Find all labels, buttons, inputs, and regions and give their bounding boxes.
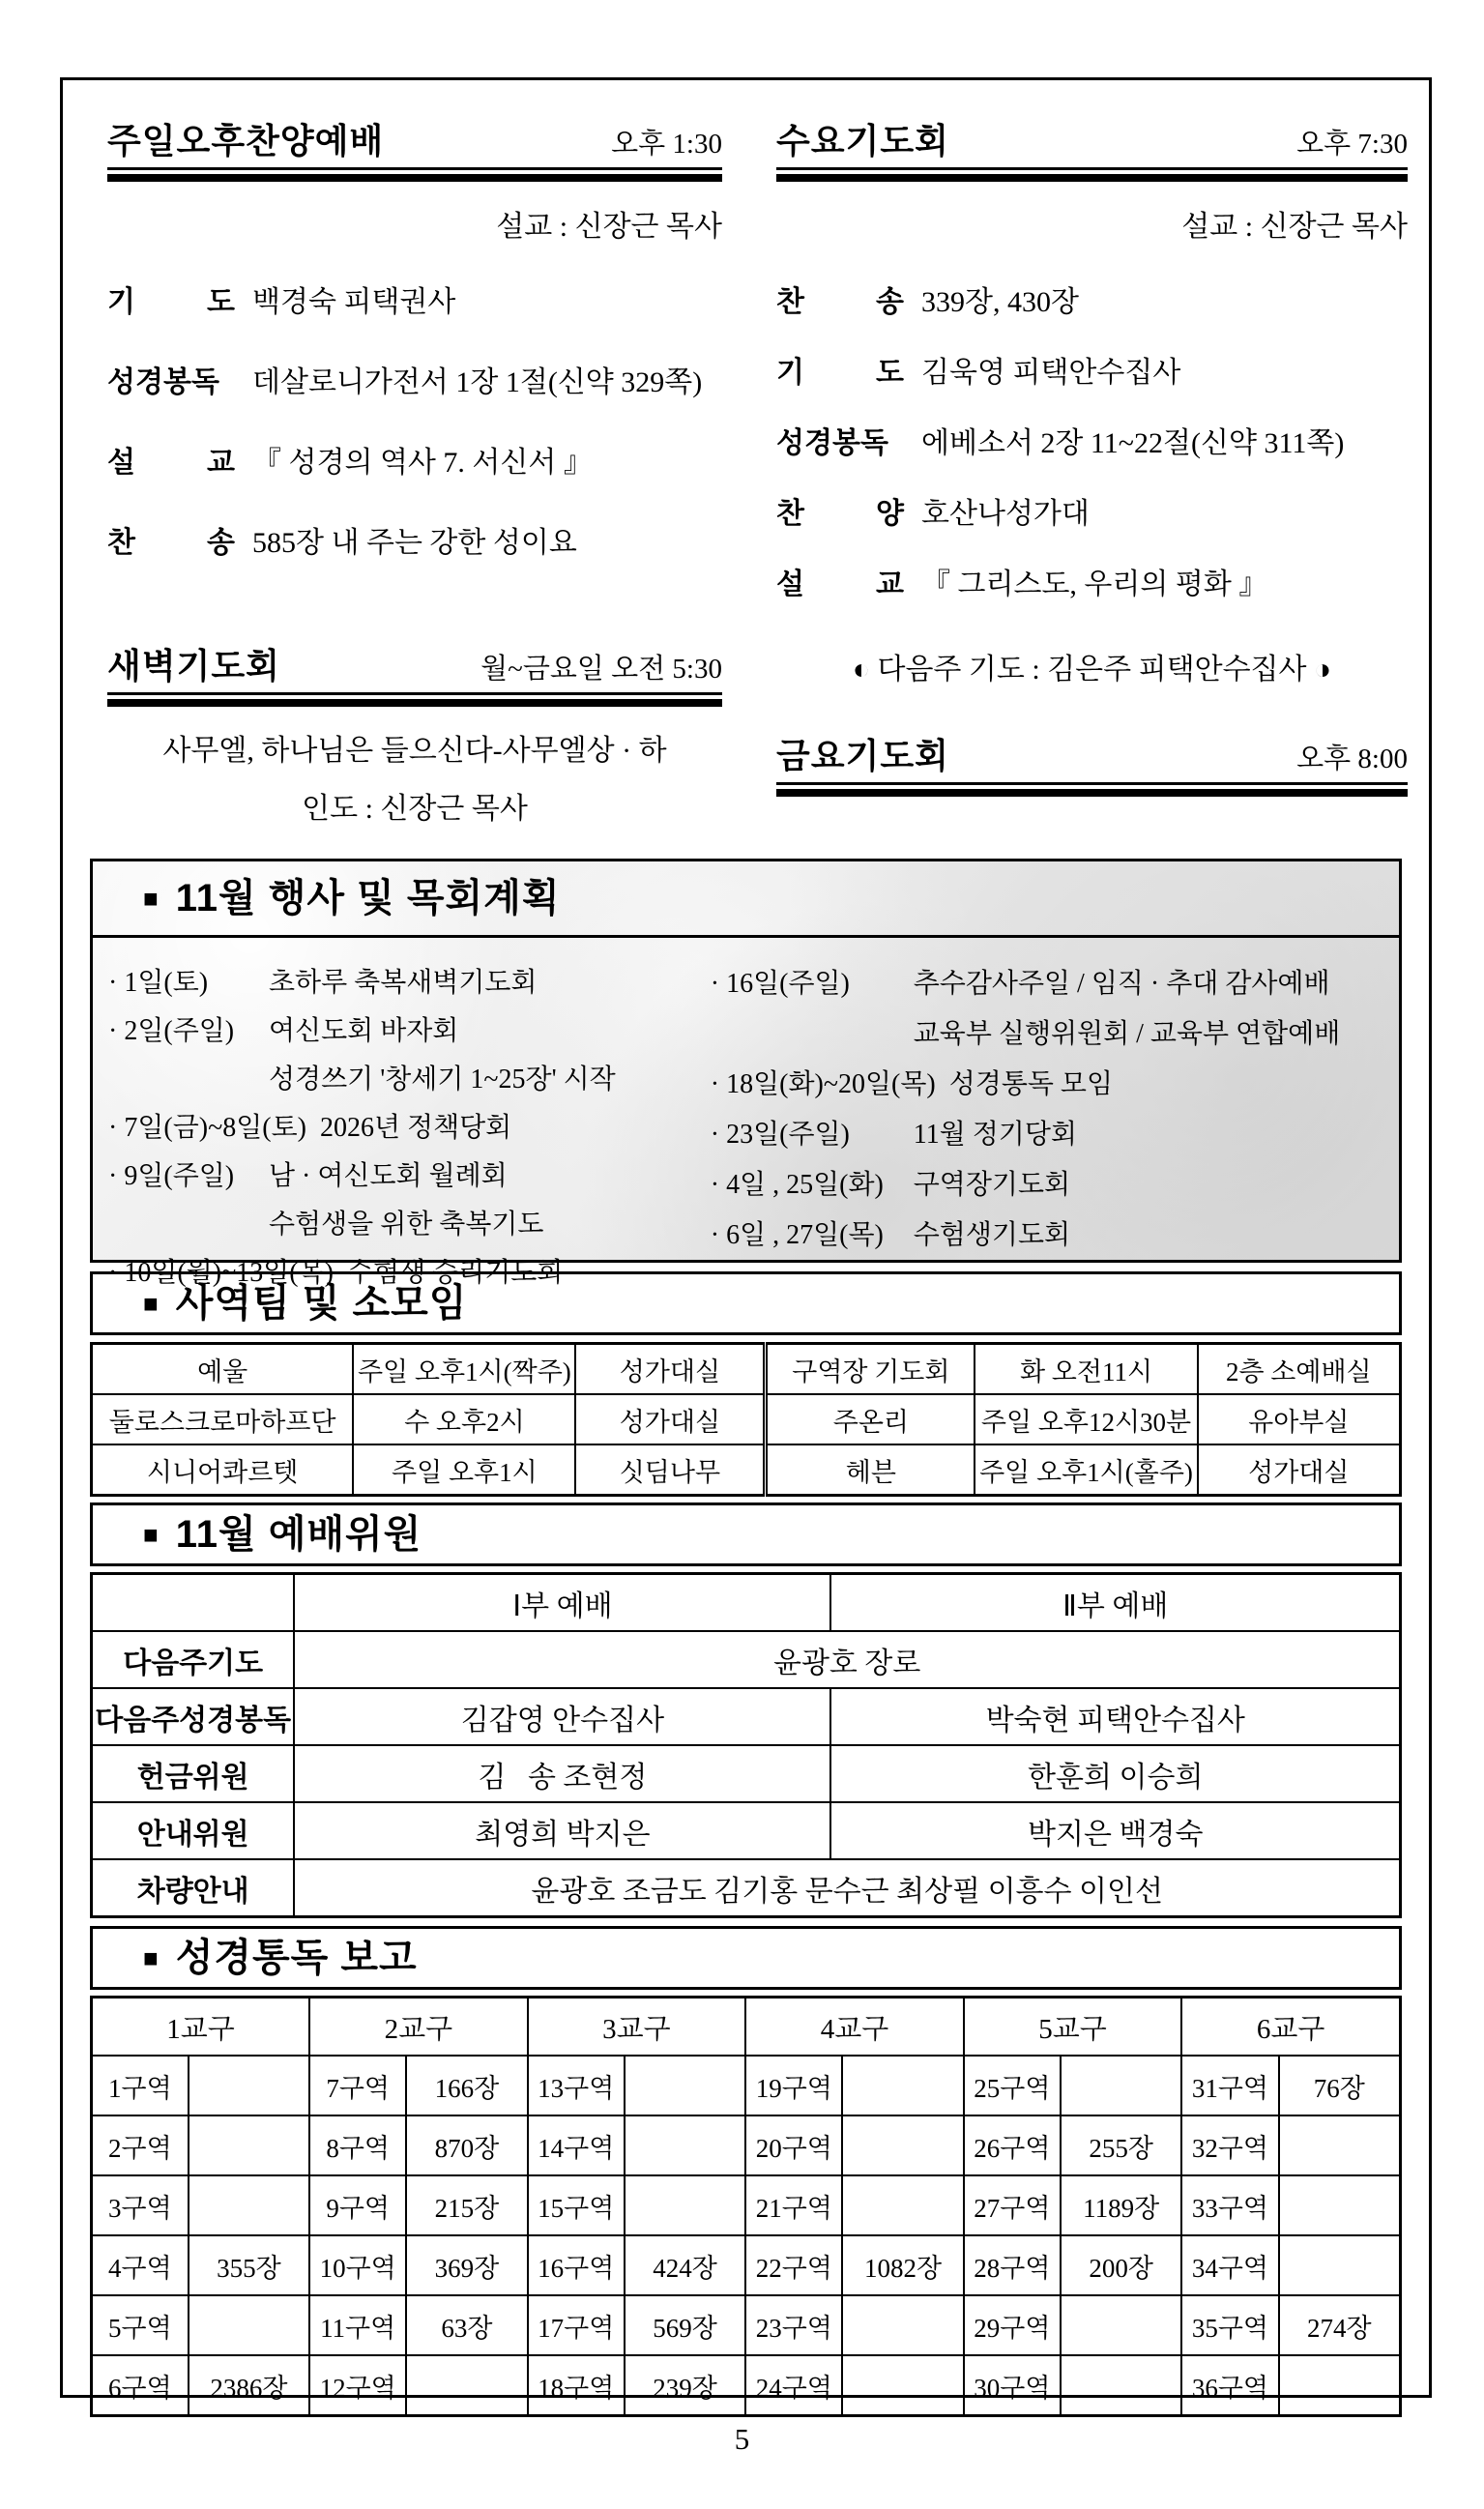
committee-value-1: 최영희 박지은: [294, 1802, 830, 1859]
november-events-box: [90, 859, 1402, 1288]
count-cell: [842, 2355, 963, 2416]
table-row: [92, 1998, 1401, 2057]
service-row-label: 기 도: [776, 357, 904, 389]
count-cell: [189, 2295, 309, 2355]
service-row-label: 찬 양: [776, 498, 904, 530]
count-cell: [406, 2355, 527, 2416]
district-header: 5교구: [964, 1998, 1182, 2057]
count-cell: 63장: [406, 2295, 527, 2355]
service-row-value: 백경숙 피택권사: [252, 286, 456, 318]
count-cell: [842, 2115, 963, 2175]
event-row: [108, 1007, 711, 1056]
service-row: [107, 363, 722, 408]
bulletin-page-border: [60, 77, 1432, 2403]
event-row: [711, 959, 1389, 1009]
dawn-prayer-title: 새벽기도회: [107, 646, 280, 686]
service-row-value: 김욱영 피택안수집사: [921, 357, 1181, 389]
zone-cell: 14구역: [528, 2115, 625, 2175]
zone-cell: 16구역: [528, 2235, 625, 2295]
team-place: 싯딤나무: [575, 1444, 765, 1496]
zone-cell: 25구역: [964, 2056, 1061, 2115]
table-row: [92, 2175, 1401, 2235]
event-date: · 18일(화)~20일(목): [710, 1069, 936, 1099]
double-rule: [107, 167, 722, 182]
event-desc: 여신도회 바자회: [269, 1016, 459, 1046]
count-cell: [1061, 2355, 1181, 2416]
sunday-afternoon-header: [107, 119, 722, 162]
count-cell: 1082장: [842, 2235, 963, 2295]
service-row-label: 설 교: [107, 447, 235, 479]
double-rule: [107, 692, 722, 707]
table-row: [92, 1574, 1401, 1632]
table-row: [92, 2056, 1401, 2115]
service-row-value: 데살로니가전서 1장 1절(신약 329쪽): [252, 366, 703, 398]
service-row: [107, 523, 722, 569]
sunday-afternoon-time: 오후 1:30: [611, 129, 722, 160]
reading-banner: [90, 1926, 1402, 1990]
event-row: [711, 1160, 1389, 1211]
event-desc: 2026년 정책당회: [319, 1113, 512, 1143]
dawn-leader-line: 인도 : 신장근 목사: [302, 793, 528, 825]
event-date: · 4일 , 25일(화): [710, 1170, 884, 1200]
count-cell: [842, 2295, 963, 2355]
team-time: 화 오전11시: [975, 1344, 1197, 1395]
committee-merged-value: 윤광호 조금도 김기홍 문수근 최상필 이흥수 이인선: [294, 1859, 1400, 1917]
team-name: 시니어콰르텟: [92, 1444, 354, 1496]
square-bullet-icon: ■: [143, 1289, 159, 1318]
committee-value-1: 김갑영 안수집사: [294, 1688, 830, 1745]
table-row: [92, 1745, 1401, 1802]
service-row: [776, 353, 1408, 398]
event-date: · 1일(토): [108, 968, 209, 998]
event-desc: 남 · 여신도회 월례회: [269, 1161, 508, 1191]
friday-time: 오후 8:00: [1296, 744, 1408, 774]
count-cell: 2386장: [189, 2355, 309, 2416]
team-name: 둘로스크로마하프단: [92, 1394, 354, 1444]
wednesday-header: [776, 119, 1408, 162]
table-row: [92, 1344, 1401, 1395]
zone-cell: 36구역: [1181, 2355, 1278, 2416]
reading-table-wrap: [90, 1996, 1402, 2417]
table-row: [92, 2355, 1401, 2416]
table-row: [92, 1688, 1401, 1745]
committee-corner-cell: [92, 1574, 295, 1632]
event-date: · 7일(금)~8일(토): [108, 1113, 306, 1143]
zone-cell: 28구역: [964, 2235, 1061, 2295]
event-desc: 11월 정기당회: [913, 1120, 1077, 1150]
event-date: · 2일(주일): [108, 1016, 235, 1046]
service-row-value: 에베소서 2장 11~22절(신약 311쪽): [921, 427, 1345, 459]
event-desc: 수험생 승리기도회: [346, 1258, 564, 1288]
page-number: 5: [734, 2422, 750, 2456]
count-cell: 569장: [625, 2295, 745, 2355]
count-cell: 274장: [1279, 2295, 1401, 2355]
count-cell: [189, 2175, 309, 2235]
wednesday-time: 오후 7:30: [1296, 129, 1408, 160]
event-date: · 23일(주일): [710, 1120, 850, 1150]
event-row: [711, 1060, 1389, 1110]
november-events-body: [93, 938, 1399, 1298]
service-row-label: 성경봉독: [107, 366, 219, 398]
count-cell: 355장: [189, 2235, 309, 2295]
reading-table: [90, 1996, 1402, 2417]
dawn-prayer-header: [107, 644, 722, 687]
zone-cell: 32구역: [1181, 2115, 1278, 2175]
event-desc: 성경통독 모임: [948, 1069, 1114, 1099]
table-row: [92, 1802, 1401, 1859]
friday-title: 금요기도회: [776, 736, 949, 775]
zone-cell: 9구역: [309, 2175, 406, 2235]
count-cell: [842, 2175, 963, 2235]
wednesday-column: [776, 119, 1408, 859]
district-header: 4교구: [745, 1998, 964, 2057]
team-place: 성가대실: [1198, 1444, 1401, 1496]
committee-col2-header: Ⅱ부 예배: [830, 1574, 1400, 1632]
teams-table: [90, 1342, 1402, 1497]
zone-cell: 34구역: [1181, 2235, 1278, 2295]
event-date: · 6일 , 27일(목): [710, 1220, 884, 1250]
reading-title: 성경통독 보고: [175, 1937, 418, 1979]
team-place: 성가대실: [575, 1344, 765, 1395]
count-cell: [189, 2115, 309, 2175]
count-cell: 215장: [406, 2175, 527, 2235]
zone-cell: 17구역: [528, 2295, 625, 2355]
count-cell: [1061, 2056, 1181, 2115]
friday-header: [776, 734, 1408, 777]
count-cell: 870장: [406, 2115, 527, 2175]
count-cell: [1279, 2115, 1401, 2175]
district-header: 6교구: [1181, 1998, 1400, 2057]
count-cell: [625, 2175, 745, 2235]
teams-title: 사역팀 및 소모임: [175, 1282, 468, 1325]
service-row-value: 339장, 430장: [921, 286, 1079, 318]
count-cell: 239장: [625, 2355, 745, 2416]
zone-cell: 5구역: [92, 2295, 189, 2355]
zone-cell: 20구역: [745, 2115, 842, 2175]
zone-cell: 30구역: [964, 2355, 1061, 2416]
count-cell: [842, 2056, 963, 2115]
service-row: [776, 494, 1408, 540]
team-name: 주온리: [766, 1394, 975, 1444]
zone-cell: 13구역: [528, 2056, 625, 2115]
event-row: [108, 1152, 711, 1201]
zone-cell: 26구역: [964, 2115, 1061, 2175]
zone-cell: 2구역: [92, 2115, 189, 2175]
committee-value-2: 박지은 백경숙: [830, 1802, 1400, 1859]
event-row: [108, 1104, 711, 1152]
sunday-afternoon-column: [107, 119, 722, 859]
november-events-header: [93, 861, 1399, 938]
double-rule: [776, 782, 1408, 797]
zone-cell: 33구역: [1181, 2175, 1278, 2235]
square-bullet-icon: ■: [143, 1943, 159, 1972]
table-row: [92, 1631, 1401, 1688]
table-row: [92, 2295, 1401, 2355]
service-row-value: 『 그리스도, 우리의 평화 』: [921, 569, 1268, 600]
committee-value-2: 한훈희 이승희: [830, 1745, 1400, 1802]
november-events-title: 11월 행사 및 목회계획: [175, 877, 561, 919]
count-cell: [189, 2056, 309, 2115]
committee-row-label: 차량안내: [92, 1859, 295, 1917]
zone-cell: 8구역: [309, 2115, 406, 2175]
event-desc: 수험생기도회: [913, 1220, 1071, 1250]
events-right-column: [711, 959, 1389, 1298]
event-date: [108, 1056, 269, 1104]
committee-col1-header: Ⅰ부 예배: [294, 1574, 830, 1632]
services-section: [63, 80, 1429, 859]
event-row: [711, 1110, 1389, 1160]
table-row: [92, 1444, 1401, 1496]
event-date: · 10일(월)~13일(목): [108, 1258, 334, 1288]
zone-cell: 24구역: [745, 2355, 842, 2416]
team-time: 주일 오후12시30분: [975, 1394, 1197, 1444]
committee-value-2: 박숙현 피택안수집사: [830, 1688, 1400, 1745]
count-cell: 255장: [1061, 2115, 1181, 2175]
count-cell: [625, 2115, 745, 2175]
service-row: [776, 282, 1408, 328]
zone-cell: 21구역: [745, 2175, 842, 2235]
sunday-afternoon-title: 주일오후찬양예배: [107, 121, 385, 160]
zone-cell: 6구역: [92, 2355, 189, 2416]
count-cell: [1279, 2355, 1401, 2416]
event-date: [711, 1009, 914, 1060]
service-row: [107, 282, 722, 328]
team-time: 주일 오후1시(홀주): [975, 1444, 1197, 1496]
team-time: 주일 오후1시(짝주): [353, 1344, 575, 1395]
count-cell: 76장: [1279, 2056, 1401, 2115]
count-cell: 369장: [406, 2235, 527, 2295]
zone-cell: 3구역: [92, 2175, 189, 2235]
team-place: 성가대실: [575, 1394, 765, 1444]
zone-cell: 4구역: [92, 2235, 189, 2295]
zone-cell: 19구역: [745, 2056, 842, 2115]
service-row-value: 호산나성가대: [921, 498, 1090, 530]
district-header: 2교구: [309, 1998, 528, 2057]
event-desc: 추수감사주일 / 임직 · 추대 감사예배: [913, 969, 1330, 999]
event-row: [108, 1201, 711, 1249]
zone-cell: 29구역: [964, 2295, 1061, 2355]
zone-cell: 12구역: [309, 2355, 406, 2416]
team-place: 2층 소예배실: [1198, 1344, 1401, 1395]
committee-title: 11월 예배위원: [175, 1513, 422, 1556]
zone-cell: 18구역: [528, 2355, 625, 2416]
committee-row-label: 다음주기도: [92, 1631, 295, 1688]
event-row: [711, 1211, 1389, 1261]
double-rule: [776, 167, 1408, 182]
team-time: 주일 오후1시: [353, 1444, 575, 1496]
committee-row-label: 헌금위원: [92, 1745, 295, 1802]
square-bullet-icon: ■: [143, 884, 159, 913]
event-desc: 초하루 축복새벽기도회: [269, 968, 538, 998]
district-header: 3교구: [528, 1998, 746, 2057]
count-cell: [1061, 2295, 1181, 2355]
zone-cell: 11구역: [309, 2295, 406, 2355]
event-desc: 수험생을 위한 축복기도: [269, 1210, 544, 1240]
table-row: [92, 1859, 1401, 1917]
dawn-prayer-time: 월~금요일 오전 5:30: [480, 654, 722, 685]
count-cell: 424장: [625, 2235, 745, 2295]
zone-cell: 27구역: [964, 2175, 1061, 2235]
event-date: · 9일(주일): [108, 1161, 235, 1191]
service-row: [107, 443, 722, 488]
zone-cell: 7구역: [309, 2056, 406, 2115]
wednesday-preacher-line: 설교 : 신장근 목사: [1181, 211, 1408, 243]
zone-cell: 22구역: [745, 2235, 842, 2295]
event-row: [108, 1056, 711, 1104]
service-row-value: 585장 내 주는 강한 성이요: [252, 527, 577, 559]
team-name: 구역장 기도회: [766, 1344, 975, 1395]
service-row-label: 찬 송: [107, 527, 235, 559]
zone-cell: 31구역: [1181, 2056, 1278, 2115]
square-bullet-icon: ■: [143, 1520, 159, 1549]
team-name: 헤븐: [766, 1444, 975, 1496]
committee-row-label: 안내위원: [92, 1802, 295, 1859]
next-week-prayer-line: ◐ 다음주 기도 : 김은주 피택안수집사 ◑: [852, 654, 1332, 686]
committee-table-wrap: [90, 1572, 1402, 1918]
service-row-label: 기 도: [107, 286, 235, 318]
team-time: 수 오후2시: [353, 1394, 575, 1444]
count-cell: 200장: [1061, 2235, 1181, 2295]
sunday-preacher-line: 설교 : 신장근 목사: [496, 211, 722, 243]
team-place: 유아부실: [1198, 1394, 1401, 1444]
district-header: 1교구: [92, 1998, 310, 2057]
table-row: [92, 2235, 1401, 2295]
zone-cell: 1구역: [92, 2056, 189, 2115]
committee-row-label: 다음주성경봉독: [92, 1688, 295, 1745]
events-left-column: [108, 959, 711, 1298]
zone-cell: 35구역: [1181, 2295, 1278, 2355]
service-row-label: 찬 송: [776, 286, 904, 318]
committee-merged-value: 윤광호 장로: [294, 1631, 1400, 1688]
team-name: 예울: [92, 1344, 354, 1395]
count-cell: 166장: [406, 2056, 527, 2115]
wednesday-title: 수요기도회: [776, 121, 949, 160]
committee-banner: [90, 1502, 1402, 1566]
count-cell: 1189장: [1061, 2175, 1181, 2235]
service-row-value: 『 성경의 역사 7. 서신서 』: [252, 447, 593, 479]
count-cell: [1279, 2175, 1401, 2235]
zone-cell: 23구역: [745, 2295, 842, 2355]
table-row: [92, 2115, 1401, 2175]
teams-table-wrap: [90, 1342, 1402, 1497]
zone-cell: 15구역: [528, 2175, 625, 2235]
event-date: · 16일(주일): [710, 969, 850, 999]
committee-value-1: 김 송 조현정: [294, 1745, 830, 1802]
service-row-label: 성경봉독: [776, 427, 888, 459]
event-desc: 성경쓰기 '창세기 1~25장' 시작: [269, 1065, 616, 1094]
count-cell: [1279, 2235, 1401, 2295]
event-desc: 교육부 실행위원회 / 교육부 연합예배: [913, 1019, 1341, 1049]
service-row: [776, 423, 1408, 469]
table-row: [92, 1394, 1401, 1444]
count-cell: [625, 2056, 745, 2115]
event-desc: 구역장기도회: [913, 1170, 1071, 1200]
event-row: [711, 1009, 1389, 1060]
dawn-theme-line: 사무엘, 하나님은 들으신다-사무엘상 · 하: [162, 735, 667, 767]
event-row: [108, 959, 711, 1007]
event-date: [108, 1201, 269, 1249]
service-row-label: 설 교: [776, 569, 904, 600]
service-row: [776, 565, 1408, 610]
committee-table: [90, 1572, 1402, 1918]
zone-cell: 10구역: [309, 2235, 406, 2295]
